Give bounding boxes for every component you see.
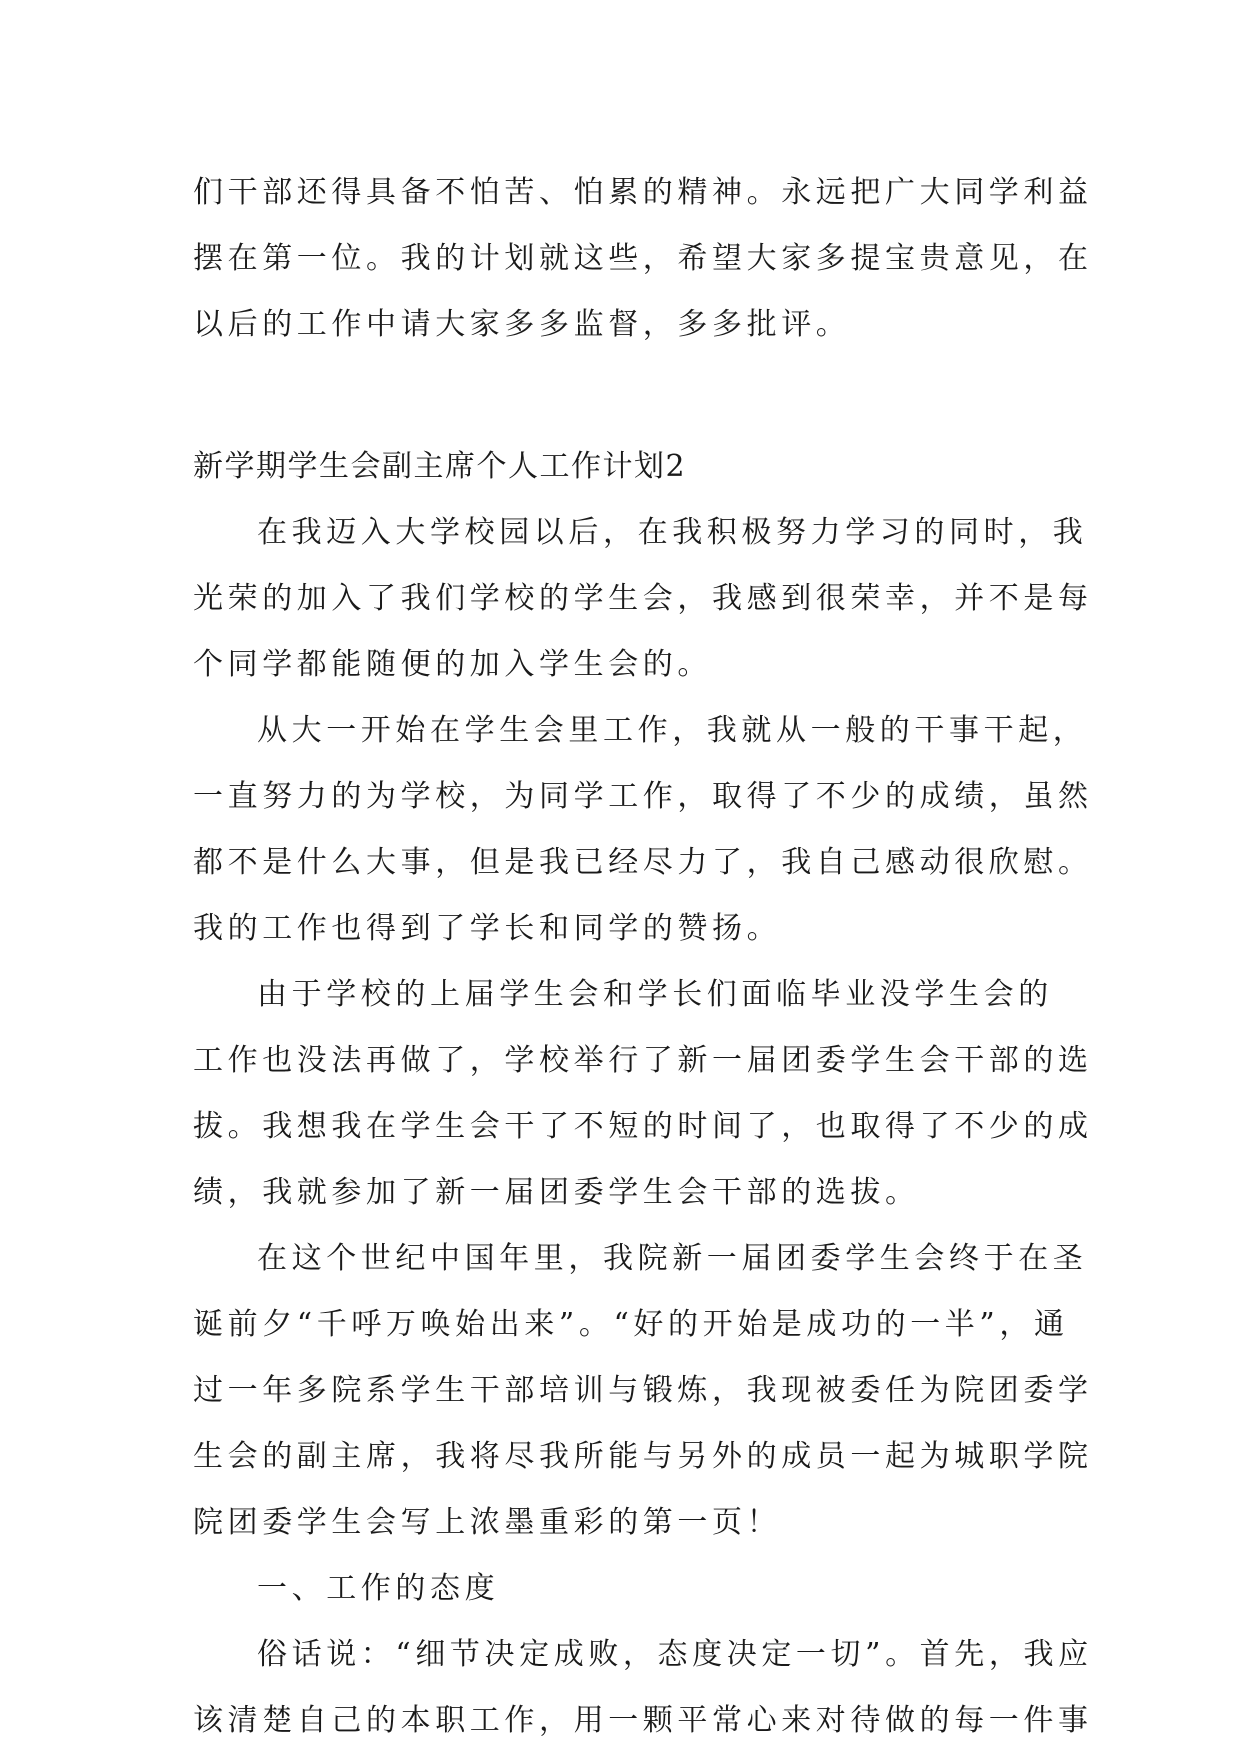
text-line: 院团委学生会写上浓墨重彩的第一页！ <box>193 1505 782 1540</box>
text-line: 们干部还得具备不怕苦、怕累的精神。永远把广大同学利益 <box>193 175 1093 210</box>
text-line: 一直努力的为学校，为同学工作，取得了不少的成绩，虽然 <box>193 779 1093 814</box>
text-line: 工作也没法再做了，学校举行了新一届团委学生会干部的选 <box>193 1043 1093 1078</box>
text-line: 摆在第一位。我的计划就这些，希望大家多提宝贵意见，在 <box>193 241 1093 276</box>
text-line: 由于学校的上届学生会和学长们面临毕业没学生会的 <box>257 977 1053 1012</box>
paragraph <box>193 698 1093 962</box>
text-line: 我的工作也得到了学长和同学的赞扬。 <box>193 911 782 946</box>
section-title: 新学期学生会副主席个人工作计划2 <box>193 449 687 484</box>
text-line: 光荣的加入了我们学校的学生会，我感到很荣幸，并不是每 <box>193 581 1093 616</box>
paragraph <box>193 962 1093 1226</box>
text-line: 绩，我就参加了新一届团委学生会干部的选拔。 <box>193 1175 920 1210</box>
text-line: 该清楚自己的本职工作，用一颗平常心来对待做的每一件事 <box>193 1703 1093 1738</box>
text-line: 在这个世纪中国年里，我院新一届团委学生会终于在圣 <box>257 1241 1088 1276</box>
text-line: 俗话说：“细节决定成败，态度决定一切”。首先，我应 <box>257 1637 1093 1672</box>
text-line: 诞前夕“千呼万唤始出来”。“好的开始是成功的一半”，通 <box>193 1307 1069 1342</box>
text-line: 生会的副主席，我将尽我所能与另外的成员一起为城职学院 <box>193 1439 1093 1474</box>
section-spacer <box>193 358 1053 434</box>
text-line: 以后的工作中请大家多多监督，多多批评。 <box>193 307 851 342</box>
subheading <box>193 1556 1053 1622</box>
text-line: 从大一开始在学生会里工作，我就从一般的干事干起， <box>257 713 1088 748</box>
text-line: 拔。我想我在学生会干了不短的时间了，也取得了不少的成 <box>193 1109 1093 1144</box>
text-line: 一、工作的态度 <box>257 1571 500 1606</box>
text-line: 在我迈入大学校园以后，在我积极努力学习的同时，我 <box>257 515 1088 550</box>
paragraph <box>193 1226 1093 1556</box>
text-line: 过一年多院系学生干部培训与锻炼，我现被委任为院团委学 <box>193 1373 1093 1408</box>
paragraph <box>193 500 1093 698</box>
text-line: 都不是什么大事，但是我已经尽力了，我自己感动很欣慰。 <box>193 845 1093 880</box>
document-body <box>193 160 1093 1754</box>
text-line: 个同学都能随便的加入学生会的。 <box>193 647 712 682</box>
paragraph <box>193 1622 1093 1754</box>
